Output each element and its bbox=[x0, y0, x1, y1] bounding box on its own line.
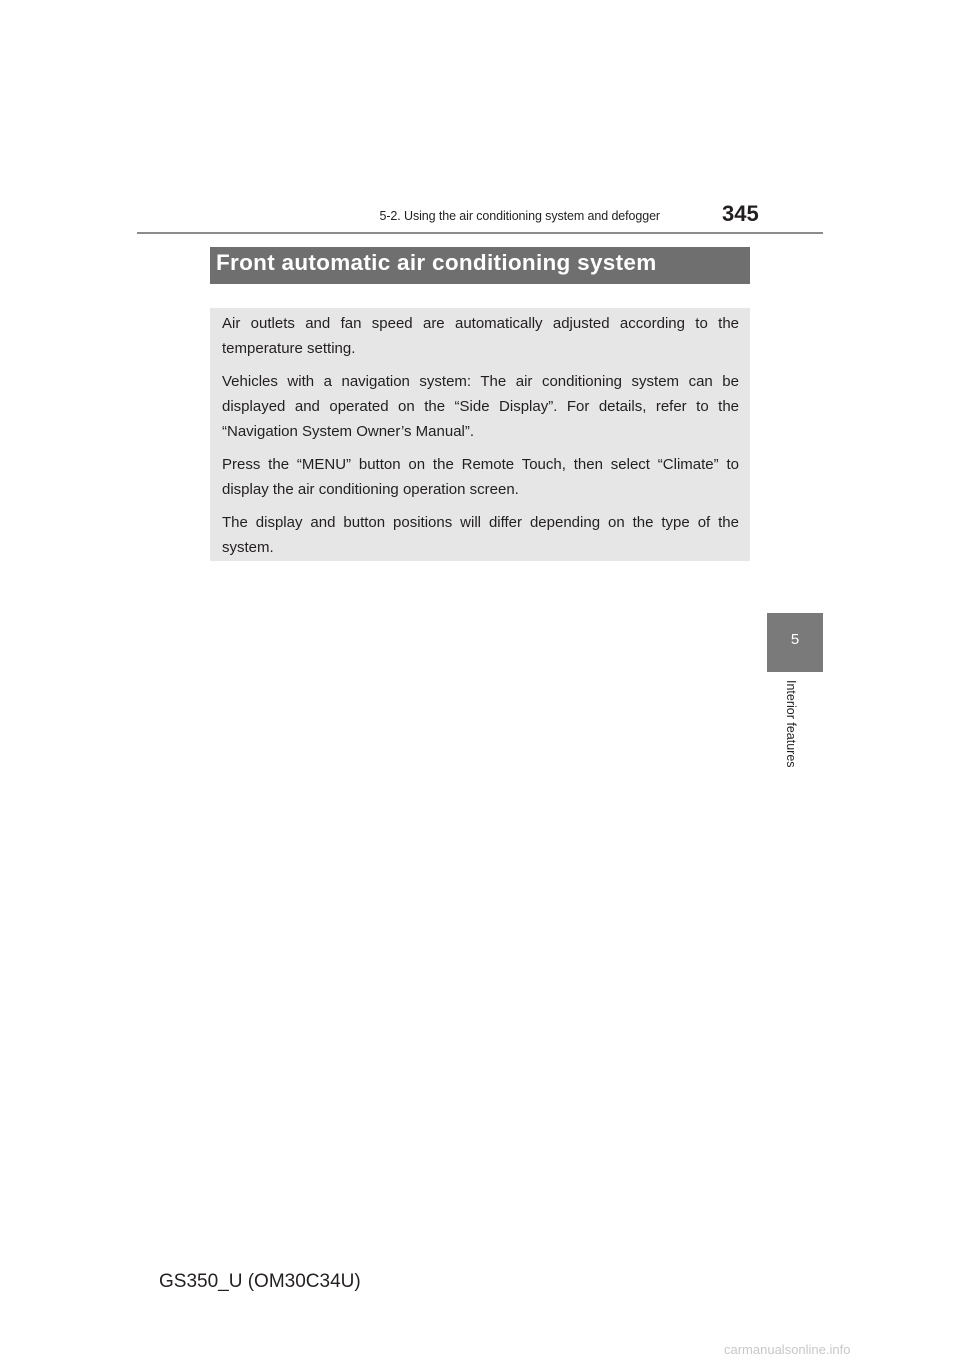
section-header: 5-2. Using the air conditioning system and defogger bbox=[379, 209, 660, 223]
header-divider bbox=[137, 232, 823, 234]
page-number: 345 bbox=[722, 201, 759, 226]
footer-model-code: GS350_U (OM30C34U) bbox=[159, 1271, 361, 1292]
chapter-number: 5 bbox=[790, 631, 800, 648]
info-box bbox=[210, 308, 750, 561]
info-paragraph: The display and button positions will differ depending on the type of the system. bbox=[222, 514, 739, 556]
info-paragraph: Air outlets and fan speed are automatically adjusted according to the temperature setting. bbox=[222, 315, 739, 357]
section-title: Front automatic air conditioning system bbox=[216, 250, 657, 275]
section-title-bar bbox=[210, 247, 750, 284]
info-paragraph: Press the “MENU” button on the Remote Touch, then select “Climate” to display the air conditioning operation screen. bbox=[222, 456, 739, 498]
watermark: carmanualsonline.info bbox=[724, 1342, 851, 1357]
chapter-label-text: Interior features bbox=[784, 680, 798, 768]
chapter-tab[interactable] bbox=[767, 613, 823, 672]
chapter-label bbox=[782, 680, 802, 790]
info-paragraph: Vehicles with a navigation system: The air conditioning system can be displayed and operated on the “Side Display”. For details, refer to the “Navigation System Owner’s Manual”. bbox=[222, 373, 739, 440]
